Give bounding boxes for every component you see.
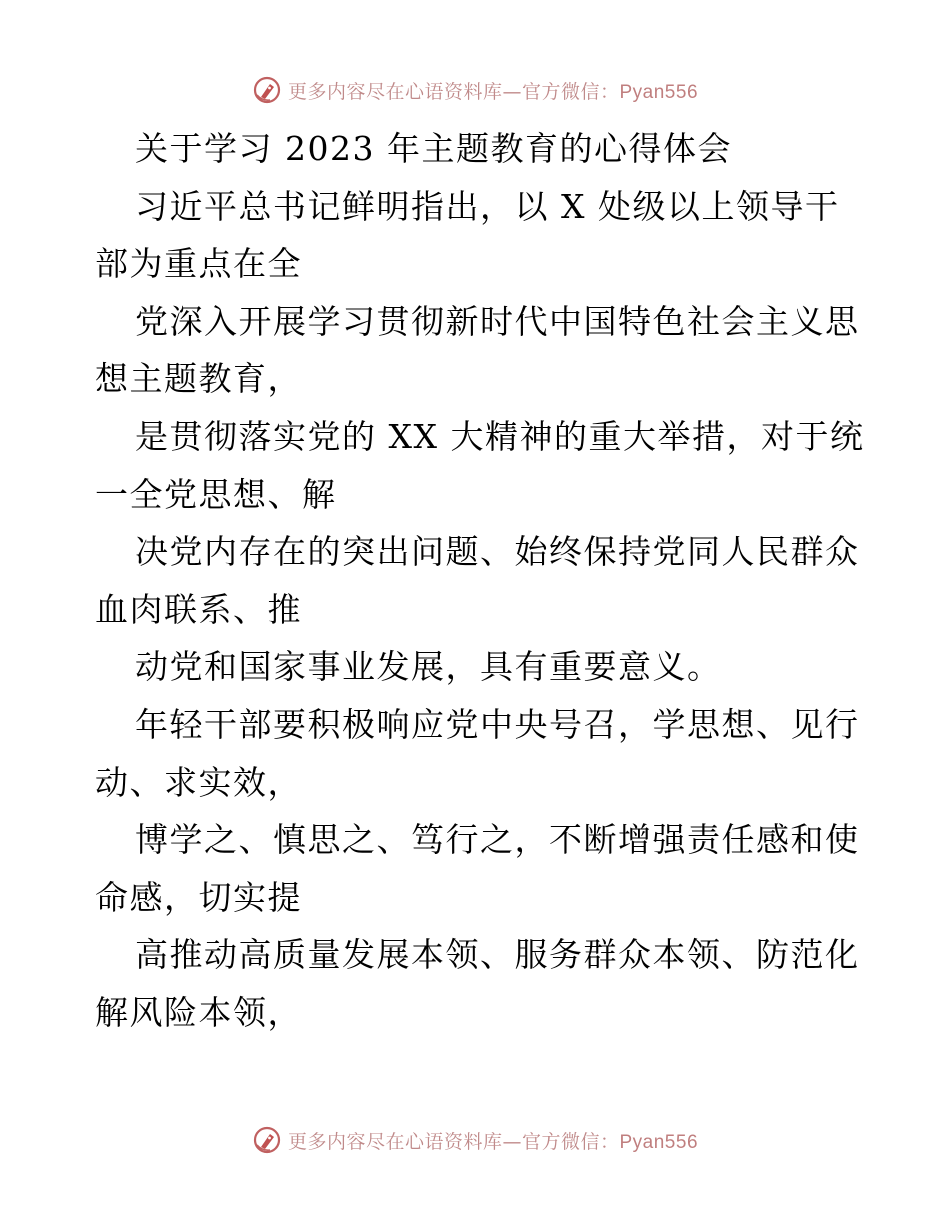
- text-line: 党深入开展学习贯彻新时代中国特色社会主义思: [135, 301, 860, 341]
- wechat-id: Pyan556: [619, 81, 699, 103]
- pen-nib-logo-icon: [252, 75, 282, 105]
- text-line: 决党内存在的突出问题、始终保持党同人民群众: [135, 532, 860, 572]
- text-line: 习近平总书记鲜明指出，以 X 处级以上领导干: [135, 186, 840, 226]
- pen-nib-logo-icon: [252, 1125, 282, 1155]
- text-line: 部为重点在全: [95, 244, 302, 284]
- text-line: 血肉联系、推: [95, 589, 302, 629]
- document-title: 关于学习 2023 年主题教育的心得体会: [135, 129, 732, 168]
- document-body: [95, 120, 865, 1042]
- watermark-text: [288, 1127, 698, 1154]
- text-line: 是贯彻落实党的 XX 大精神的重大举措，对于统: [135, 416, 865, 456]
- text-line: 动党和国家事业发展，具有重要意义。: [135, 647, 722, 687]
- text-line: 博学之、慎思之、笃行之，不断增强责任感和使: [135, 820, 860, 860]
- watermark-banner-bottom: [0, 1120, 950, 1160]
- text-line: 命感，切实提: [95, 877, 302, 917]
- text-line: 一全党思想、解: [95, 474, 337, 514]
- watermark-label: 更多内容尽在心语资料库—官方微信：: [287, 80, 620, 103]
- watermark-banner-top: [0, 70, 950, 110]
- text-line: 年轻干部要积极响应党中央号召，学思想、见行: [135, 704, 860, 744]
- text-line: 高推动高质量发展本领、服务群众本领、防范化: [135, 935, 860, 975]
- text-line: 想主题教育，: [95, 359, 302, 399]
- text-line: 动、求实效，: [95, 762, 302, 802]
- text-line: 解风险本领，: [95, 992, 302, 1032]
- watermark-label: 更多内容尽在心语资料库—官方微信：: [287, 1130, 620, 1153]
- watermark-text: [288, 77, 698, 104]
- wechat-id: Pyan556: [619, 1131, 699, 1153]
